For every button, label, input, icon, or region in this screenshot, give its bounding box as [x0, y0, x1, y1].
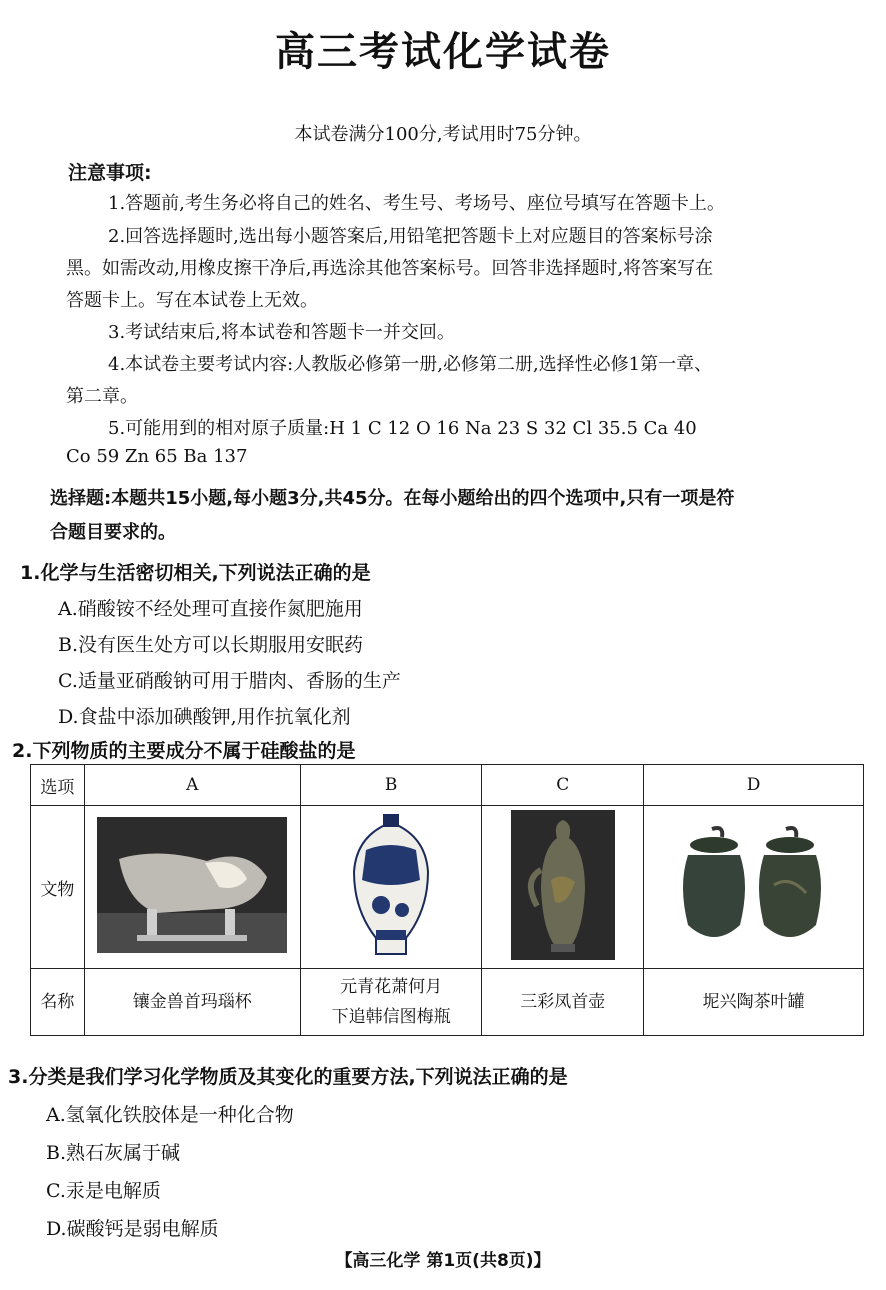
question-1-option-a: A.硝酸铵不经处理可直接作氮肥施用 — [58, 598, 363, 620]
table-row-label-name: 名称 — [31, 969, 85, 1036]
artifact-name-b-line1: 元青花萧何月 — [340, 977, 443, 997]
artifact-name-b — [300, 969, 482, 1036]
note-line: 1.答题前,考生务必将自己的姓名、考生号、考场号、座位号填写在答题卡上。 — [108, 193, 725, 214]
question-1-option-c: C.适量亚硝酸钠可用于腊肉、香肠的生产 — [58, 670, 401, 692]
page-title: 高三考试化学试卷 — [275, 29, 611, 75]
question-2-stem: 2.下列物质的主要成分不属于硅酸盐的是 — [12, 740, 356, 762]
question-1-option-b: B.没有医生处方可以长期服用安眠药 — [58, 634, 364, 656]
table-column-d: D — [644, 765, 864, 806]
exam-meta: 本试卷满分100分,考试用时75分钟。 — [294, 124, 592, 145]
notes-heading: 注意事项: — [68, 162, 152, 184]
atomic-mass-line: 5.可能用到的相对原子质量:H 1 C 12 O 16 Na 23 S 32 Cl 35.5 Ca 40 — [108, 418, 697, 439]
question-3-stem: 3.分类是我们学习化学物质及其变化的重要方法,下列说法正确的是 — [8, 1066, 568, 1088]
artifact-image-tea-jars — [644, 806, 864, 969]
question-3-option-c: C.汞是电解质 — [46, 1180, 161, 1202]
section-instructions: 选择题:本题共15小题,每小题3分,共45分。在每小题给出的四个选项中,只有一项是符 — [50, 488, 735, 509]
question-3-option-a: A.氢氧化铁胶体是一种化合物 — [46, 1104, 294, 1126]
note-line: 黑。如需改动,用橡皮擦干净后,再选涂其他答案标号。回答非选择题时,将答案写在 — [66, 258, 714, 279]
artifact-table — [30, 764, 864, 1036]
question-1-stem: 1.化学与生活密切相关,下列说法正确的是 — [20, 562, 371, 584]
table-row-label-artifact: 文物 — [31, 806, 85, 969]
table-column-a: A — [84, 765, 300, 806]
atomic-mass-line: Co 59 Zn 65 Ba 137 — [66, 446, 248, 467]
note-line: 4.本试卷主要考试内容:人教版必修第一册,必修第二册,选择性必修1第一章、 — [108, 354, 713, 375]
artifact-name-a: 镶金兽首玛瑙杯 — [84, 969, 300, 1036]
artifact-image-agate-cup — [84, 806, 300, 969]
question-1-option-d: D.食盐中添加碘酸钾,用作抗氧化剂 — [58, 706, 351, 728]
note-line: 第二章。 — [66, 386, 138, 407]
question-3-option-b: B.熟石灰属于碱 — [46, 1142, 181, 1164]
artifact-name-b-line2: 下追韩信图梅瓶 — [331, 1007, 451, 1027]
table-column-b: B — [300, 765, 482, 806]
artifact-image-meiping-vase — [300, 806, 482, 969]
artifact-name-c: 三彩凤首壶 — [482, 969, 644, 1036]
note-line: 答题卡上。写在本试卷上无效。 — [66, 290, 318, 311]
note-line: 3.考试结束后,将本试卷和答题卡一并交回。 — [108, 322, 455, 343]
section-instructions: 合题目要求的。 — [50, 522, 176, 543]
note-line: 2.回答选择题时,选出每小题答案后,用铅笔把答题卡上对应题目的答案标号涂 — [108, 226, 713, 247]
question-3-option-d: D.碳酸钙是弱电解质 — [46, 1218, 219, 1240]
table-column-c: C — [482, 765, 644, 806]
artifact-name-d: 坭兴陶茶叶罐 — [644, 969, 864, 1036]
table-header-option: 选项 — [31, 765, 85, 806]
page-footer: 【高三化学 第1页(共8页)】 — [335, 1251, 551, 1271]
artifact-image-phoenix-ewer — [482, 806, 644, 969]
